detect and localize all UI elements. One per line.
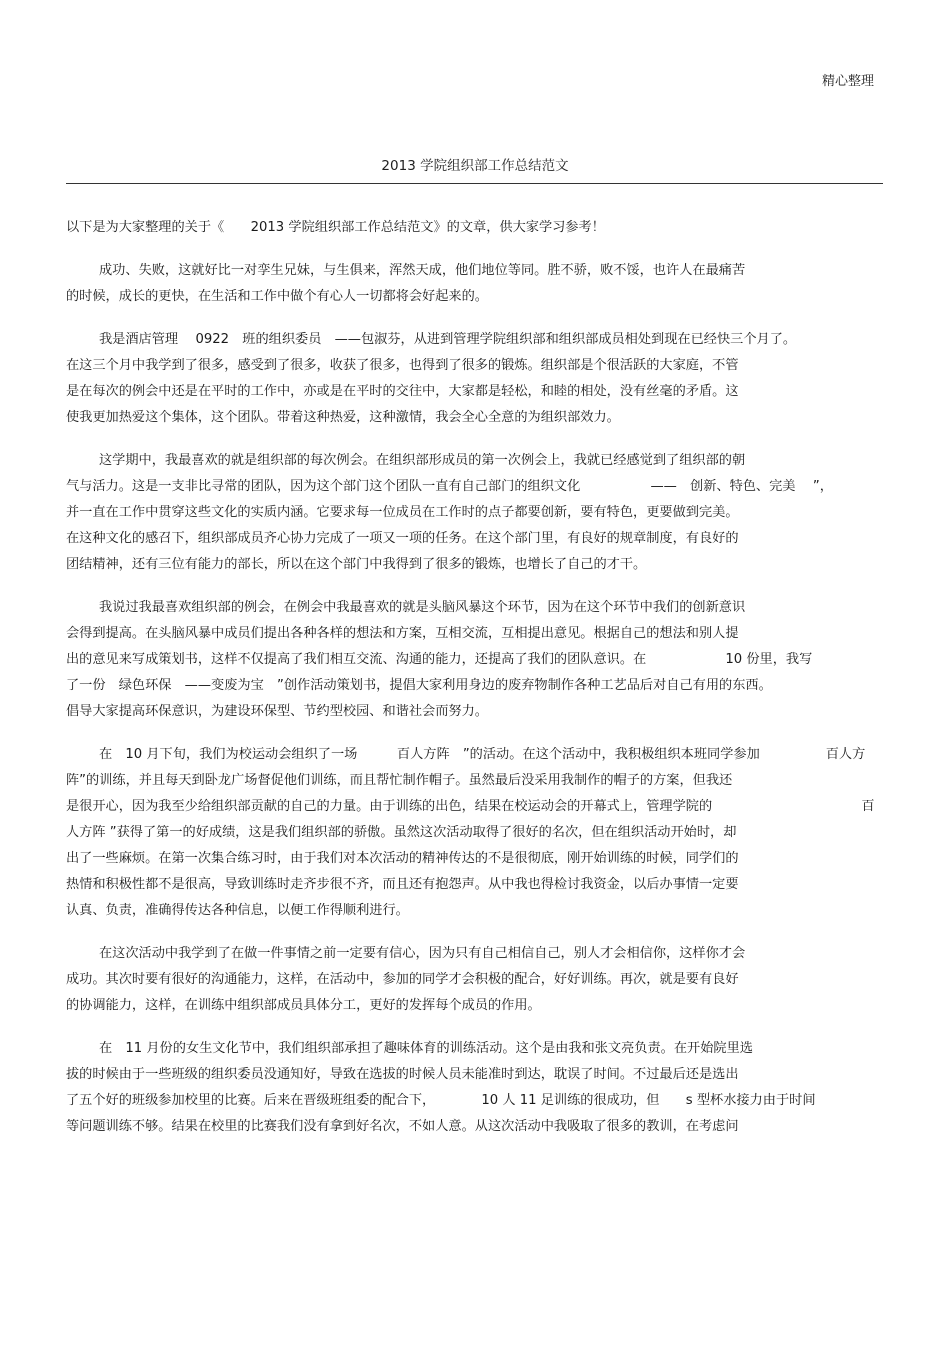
- text-line: 认真、负责，准确得传达各种信息，以便工作得顺利进行。: [66, 903, 409, 918]
- text-line: 等问题训练不够。结果在校里的比赛我们没有拿到好名次，不如人意。从这次活动中我吸取了很多的教训，在考虑问: [66, 1119, 739, 1134]
- text-line: 在 11 月份的女生文化节中，我们组织部承担了趣味体育的训练活动。这个是由我和张文亮负责。在开始院里选: [99, 1041, 753, 1056]
- paragraph: [66, 595, 886, 725]
- text-line: 拔的时候由于一些班级的组织委员没通知好，导致在选拔的时候人员未能准时到达，耽误了时间。不过最后还是选出: [66, 1067, 739, 1082]
- text-line: 是很开心，因为我至少给组织部贡献的自己的力量。由于训练的出色，结果在校运动会的开幕式上，管理学院的 百: [66, 799, 875, 814]
- text-line: 出的意见来写成策划书，这样不仅提高了我们相互交流、沟通的能力，还提高了我们的团队意识。在 10 份里，我写: [66, 652, 813, 667]
- text-line: 使我更加热爱这个集体，这个团队。带着这种热爱，这种激情，我会全心全意的为组织部效力。: [66, 410, 620, 425]
- paragraph: [66, 327, 886, 431]
- text-line: 这学期中，我最喜欢的就是组织部的每次例会。在组织部形成员的第一次例会上，我就已经感觉到了组织部的朝: [99, 453, 746, 468]
- paragraph: [66, 1036, 886, 1140]
- text-line: 在这三个月中我学到了很多，感受到了很多，收获了很多，也得到了很多的锻炼。组织部是个很活跃的大家庭，不管: [66, 358, 739, 373]
- header-note: 精心整理: [821, 74, 874, 89]
- text-line: 的时候，成长的更快，在生活和工作中做个有心人一切都将会好起来的。: [66, 289, 488, 304]
- text-line: 出了一些麻烦。在第一次集合练习时，由于我们对本次活动的精神传达的不是很彻底，刚开始训练的时候，同学们的: [66, 851, 739, 866]
- text-line: 团结精神，还有三位有能力的部长，所以在这个部门中我得到了很多的锻炼，也增长了自己的才干。: [66, 557, 647, 572]
- text-line: 了一份 绿色环保 ——变废为宝 ”创作活动策划书，提倡大家利用身边的废弃物制作各种工艺品后对自己有用的东西。: [66, 678, 772, 693]
- title-divider: [66, 183, 883, 184]
- text-line: 我是酒店管理 0922 班的组织委员 ——包淑芬，从进到管理学院组织部和组织部成员相处到现在已经快三个月了。: [99, 332, 797, 347]
- text-line: 我说过我最喜欢组织部的例会，在例会中我最喜欢的就是头脑风暴这个环节，因为在这个环节中我们的创新意识: [99, 600, 746, 615]
- text-line: 在 10 月下旬，我们为校运动会组织了一场 百人方阵 ”的活动。在这个活动中，我积极组织本班同学参加 百人方: [99, 747, 866, 762]
- text-line: 并一直在工作中贯穿这些文化的实质内涵。它要求每一位成员在工作时的点子都要创新，要有特色，更要做到完美。: [66, 505, 739, 520]
- paragraph: [66, 448, 886, 578]
- text-line: 成功。其次时要有很好的沟通能力，这样，在活动中，参加的同学才会积极的配合，好好训练。再次，就是要有良好: [66, 972, 739, 987]
- text-line: 成功、失败，这就好比一对孪生兄妹，与生俱来，浑然天成，他们地位等同。胜不骄，败不馁，也许人在最痛苦: [99, 263, 746, 278]
- paragraph: [66, 941, 886, 1019]
- text-line: 的协调能力，这样，在训练中组织部成员具体分工，更好的发挥每个成员的作用。: [66, 998, 541, 1013]
- paragraph: [66, 215, 886, 241]
- paragraph: [66, 258, 886, 310]
- text-line: 热情和积极性都不是很高，导致训练时走齐步很不齐，而且还有抱怨声。从中我也得检讨我资金，以后办事情一定要: [66, 877, 739, 892]
- text-line: 在这次活动中我学到了在做一件事情之前一定要有信心，因为只有自己相信自己，别人才会相信你，这样你才会: [99, 946, 746, 961]
- text-line: 气与活力。这是一支非比寻常的团队，因为这个部门这个团队一直有自己部门的组织文化 —— 创新、特色、完美 ”，: [66, 479, 833, 494]
- text-line: 会得到提高。在头脑风暴中成员们提出各种各样的想法和方案，互相交流，互相提出意见。根据自己的想法和别人提: [66, 626, 739, 641]
- text-line: 在这种文化的感召下，组织部成员齐心协力完成了一项又一项的任务。在这个部门里，有良好的规章制度，有良好的: [66, 531, 739, 546]
- document-body: [66, 215, 886, 1157]
- text-line: 了五个好的班级参加校里的比赛。后来在晋级班组委的配合下， 10 人 11 足训练的很成功，但 s 型杯水接力由于时间: [66, 1093, 816, 1108]
- text-line: 阵”的训练，并且每天到卧龙广场督促他们训练，而且帮忙制作帽子。虽然最后没采用我制作的帽子的方案，但我还: [66, 773, 733, 788]
- text-line: 人方阵 ”获得了第一的好成绩，这是我们组织部的骄傲。虽然这次活动取得了很好的名次，但在组织活动开始时，却: [66, 825, 737, 840]
- document-title: 2013 学院组织部工作总结范文: [381, 158, 569, 174]
- text-line: 倡导大家提高环保意识，为建设环保型、节约型校园、和谐社会而努力。: [66, 704, 488, 719]
- text-line: 是在每次的例会中还是在平时的工作中，亦或是在平时的交往中，大家都是轻松，和睦的相处，没有丝毫的矛盾。这: [66, 384, 739, 399]
- paragraph: [66, 742, 886, 924]
- text-line: 以下是为大家整理的关于《 2013 学院组织部工作总结范文》的文章，供大家学习参考！: [66, 220, 605, 235]
